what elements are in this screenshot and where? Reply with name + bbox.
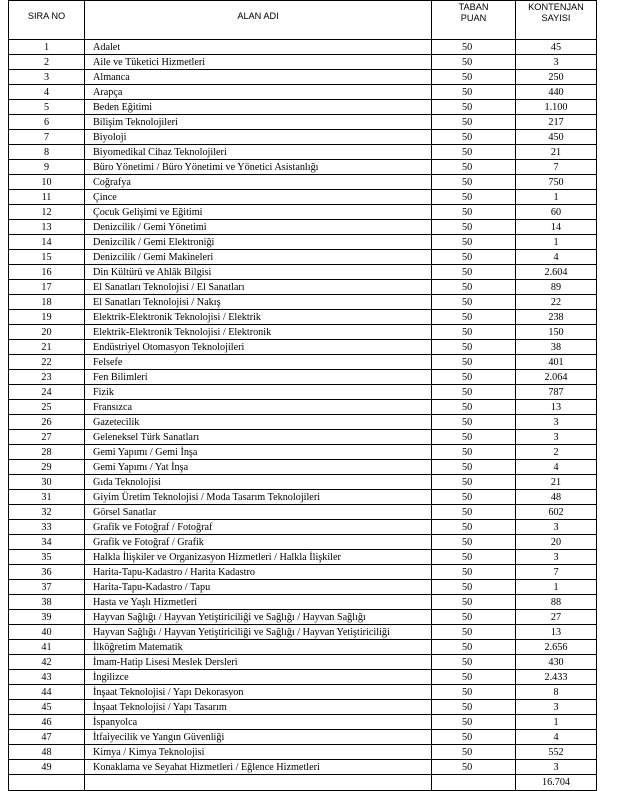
row-alan-adi: El Sanatları Teknolojisi / El Sanatları [85,280,432,295]
table-row [9,625,597,640]
row-kontenjan-sayisi: 450 [516,130,597,145]
row-kontenjan-sayisi: 60 [516,205,597,220]
row-sira-no: 23 [9,370,85,385]
row-alan-adi: Denizcilik / Gemi Elektroniği [85,235,432,250]
table-row [9,175,597,190]
row-taban-puan: 50 [432,715,516,730]
row-kontenjan-sayisi: 48 [516,490,597,505]
row-alan-adi: Grafik ve Fotoğraf / Grafik [85,535,432,550]
row-sira-no: 36 [9,565,85,580]
row-sira-no: 9 [9,160,85,175]
row-alan-adi: Gemi Yapımı / Yat İnşa [85,460,432,475]
row-sira-no: 39 [9,610,85,625]
row-taban-puan: 50 [432,130,516,145]
row-taban-puan: 50 [432,580,516,595]
row-taban-puan: 50 [432,490,516,505]
row-kontenjan-sayisi: 45 [516,40,597,55]
row-sira-no: 26 [9,415,85,430]
row-taban-puan: 50 [432,430,516,445]
table-row [9,745,597,760]
table-row [9,85,597,100]
row-kontenjan-sayisi: 22 [516,295,597,310]
row-sira-no: 22 [9,355,85,370]
row-sira-no: 5 [9,100,85,115]
row-alan-adi: Biyomedikal Cihaz Teknolojileri [85,145,432,160]
row-alan-adi: Geleneksel Türk Sanatları [85,430,432,445]
table-row [9,715,597,730]
row-kontenjan-sayisi: 21 [516,145,597,160]
row-alan-adi: Fransızca [85,400,432,415]
row-taban-puan: 50 [432,730,516,745]
row-sira-no: 34 [9,535,85,550]
row-taban-puan: 50 [432,565,516,580]
row-kontenjan-sayisi: 1 [516,715,597,730]
row-taban-puan: 50 [432,505,516,520]
row-sira-no: 27 [9,430,85,445]
table-row [9,295,597,310]
table-row [9,475,597,490]
header-taban-line1: TABAN [458,2,489,12]
row-taban-puan: 50 [432,310,516,325]
row-taban-puan: 50 [432,400,516,415]
row-sira-no: 48 [9,745,85,760]
row-taban-puan: 50 [432,295,516,310]
row-alan-adi: İngilizce [85,670,432,685]
row-alan-adi: Almanca [85,70,432,85]
row-sira-no: 16 [9,265,85,280]
row-kontenjan-sayisi: 3 [516,55,597,70]
table-row [9,100,597,115]
row-alan-adi: Harita-Tapu-Kadastro / Harita Kadastro [85,565,432,580]
row-kontenjan-sayisi: 3 [516,700,597,715]
row-taban-puan: 50 [432,190,516,205]
row-alan-adi: Adalet [85,40,432,55]
row-sira-no: 25 [9,400,85,415]
row-taban-puan: 50 [432,760,516,775]
row-sira-no: 18 [9,295,85,310]
row-taban-puan: 50 [432,445,516,460]
row-sira-no: 29 [9,460,85,475]
row-alan-adi: El Sanatları Teknolojisi / Nakış [85,295,432,310]
row-taban-puan: 50 [432,280,516,295]
row-taban-puan: 50 [432,100,516,115]
table-row [9,550,597,565]
row-kontenjan-sayisi: 238 [516,310,597,325]
table-row [9,490,597,505]
row-sira-no: 32 [9,505,85,520]
row-kontenjan-sayisi: 7 [516,565,597,580]
row-sira-no: 42 [9,655,85,670]
row-alan-adi: İmam-Hatip Lisesi Meslek Dersleri [85,655,432,670]
row-taban-puan: 50 [432,70,516,85]
row-kontenjan-sayisi: 88 [516,595,597,610]
row-taban-puan: 50 [432,265,516,280]
row-alan-adi: Hasta ve Yaşlı Hizmetleri [85,595,432,610]
row-taban-puan: 50 [432,415,516,430]
table-row [9,565,597,580]
row-sira-no: 35 [9,550,85,565]
row-sira-no: 20 [9,325,85,340]
row-sira-no: 40 [9,625,85,640]
row-sira-no: 10 [9,175,85,190]
row-alan-adi: İnşaat Teknolojisi / Yapı Tasarım [85,700,432,715]
row-alan-adi: Gemi Yapımı / Gemi İnşa [85,445,432,460]
table-row [9,760,597,775]
row-kontenjan-sayisi: 13 [516,400,597,415]
table-row [9,670,597,685]
row-alan-adi: Gıda Teknolojisi [85,475,432,490]
row-taban-puan: 50 [432,745,516,760]
row-taban-puan: 50 [432,40,516,55]
row-kontenjan-sayisi: 3 [516,760,597,775]
table-row [9,265,597,280]
row-alan-adi: Grafik ve Fotoğraf / Fotoğraf [85,520,432,535]
row-sira-no: 37 [9,580,85,595]
header-kontenjan-line2: SAYISI [541,13,571,23]
table-row [9,430,597,445]
row-alan-adi: Coğrafya [85,175,432,190]
table-row [9,595,597,610]
row-sira-no: 41 [9,640,85,655]
table-row [9,310,597,325]
row-sira-no: 19 [9,310,85,325]
row-kontenjan-sayisi: 7 [516,160,597,175]
table-row [9,520,597,535]
row-kontenjan-sayisi: 3 [516,430,597,445]
table-row [9,220,597,235]
row-sira-no: 7 [9,130,85,145]
header-taban-puan [432,1,516,40]
row-sira-no: 6 [9,115,85,130]
row-kontenjan-sayisi: 2.064 [516,370,597,385]
table-row [9,685,597,700]
row-kontenjan-sayisi: 2 [516,445,597,460]
row-taban-puan: 50 [432,685,516,700]
row-alan-adi: Fizik [85,385,432,400]
row-taban-puan: 50 [432,550,516,565]
row-kontenjan-sayisi: 1 [516,580,597,595]
table-row [9,250,597,265]
table-row [9,355,597,370]
table-row [9,610,597,625]
header-row [9,1,597,40]
row-sira-no: 28 [9,445,85,460]
row-kontenjan-sayisi: 27 [516,610,597,625]
total-empty-alan [85,775,432,791]
row-kontenjan-sayisi: 3 [516,550,597,565]
row-taban-puan: 50 [432,460,516,475]
row-taban-puan: 50 [432,145,516,160]
row-kontenjan-sayisi: 8 [516,685,597,700]
row-alan-adi: Aile ve Tüketici Hizmetleri [85,55,432,70]
row-taban-puan: 50 [432,640,516,655]
row-alan-adi: İspanyolca [85,715,432,730]
row-kontenjan-sayisi: 150 [516,325,597,340]
row-sira-no: 4 [9,85,85,100]
row-alan-adi: İtfaiyecilik ve Yangın Güvenliği [85,730,432,745]
table-row [9,415,597,430]
row-taban-puan: 50 [432,325,516,340]
row-alan-adi: Giyim Üretim Teknolojisi / Moda Tasarım Teknolojileri [85,490,432,505]
row-sira-no: 49 [9,760,85,775]
total-empty-sira [9,775,85,791]
row-kontenjan-sayisi: 3 [516,520,597,535]
table-row [9,55,597,70]
header-sira-no: SIRA NO [9,1,85,40]
table-row [9,700,597,715]
row-taban-puan: 50 [432,475,516,490]
row-taban-puan: 50 [432,670,516,685]
table-row [9,160,597,175]
table-row [9,580,597,595]
row-kontenjan-sayisi: 2.656 [516,640,597,655]
row-taban-puan: 50 [432,625,516,640]
row-sira-no: 30 [9,475,85,490]
header-kontenjan-line1: KONTENJAN [528,2,584,12]
row-sira-no: 43 [9,670,85,685]
row-taban-puan: 50 [432,175,516,190]
row-alan-adi: İlköğretim Matematik [85,640,432,655]
row-taban-puan: 50 [432,535,516,550]
table-row [9,535,597,550]
header-alan-adi: ALAN ADI [85,1,432,40]
table-row [9,460,597,475]
row-kontenjan-sayisi: 1 [516,235,597,250]
row-alan-adi: Kimya / Kimya Teknolojisi [85,745,432,760]
row-kontenjan-sayisi: 38 [516,340,597,355]
row-taban-puan: 50 [432,340,516,355]
row-sira-no: 24 [9,385,85,400]
quota-table [8,0,597,791]
row-taban-puan: 50 [432,250,516,265]
row-sira-no: 33 [9,520,85,535]
row-alan-adi: Fen Bilimleri [85,370,432,385]
row-kontenjan-sayisi: 14 [516,220,597,235]
row-kontenjan-sayisi: 787 [516,385,597,400]
row-sira-no: 1 [9,40,85,55]
row-sira-no: 45 [9,700,85,715]
table-row [9,370,597,385]
table-row [9,400,597,415]
row-kontenjan-sayisi: 13 [516,625,597,640]
table-row [9,130,597,145]
row-alan-adi: Gazetecilik [85,415,432,430]
row-kontenjan-sayisi: 89 [516,280,597,295]
table-body [9,40,597,775]
row-alan-adi: Felsefe [85,355,432,370]
row-taban-puan: 50 [432,700,516,715]
row-sira-no: 2 [9,55,85,70]
row-sira-no: 44 [9,685,85,700]
table-row [9,445,597,460]
row-taban-puan: 50 [432,370,516,385]
row-kontenjan-sayisi: 217 [516,115,597,130]
row-kontenjan-sayisi: 750 [516,175,597,190]
row-sira-no: 14 [9,235,85,250]
row-kontenjan-sayisi: 4 [516,250,597,265]
header-kontenjan-sayisi [516,1,597,40]
row-alan-adi: Arapça [85,85,432,100]
table-row [9,340,597,355]
table-row [9,730,597,745]
row-taban-puan: 50 [432,235,516,250]
table-row [9,70,597,85]
row-taban-puan: 50 [432,355,516,370]
row-alan-adi: Din Kültürü ve Ahlâk Bilgisi [85,265,432,280]
row-sira-no: 21 [9,340,85,355]
row-kontenjan-sayisi: 250 [516,70,597,85]
row-kontenjan-sayisi: 602 [516,505,597,520]
row-kontenjan-sayisi: 1 [516,190,597,205]
row-sira-no: 12 [9,205,85,220]
total-row [9,775,597,791]
row-alan-adi: Beden Eğitimi [85,100,432,115]
total-kontenjan: 16.704 [516,775,597,791]
table-row [9,325,597,340]
row-kontenjan-sayisi: 4 [516,730,597,745]
row-alan-adi: Halkla İlişkiler ve Organizasyon Hizmetleri / Halkla İlişkiler [85,550,432,565]
row-taban-puan: 50 [432,385,516,400]
row-alan-adi: Çince [85,190,432,205]
row-alan-adi: Görsel Sanatlar [85,505,432,520]
row-taban-puan: 50 [432,610,516,625]
row-sira-no: 46 [9,715,85,730]
table-row [9,235,597,250]
table-row [9,205,597,220]
row-taban-puan: 50 [432,55,516,70]
row-taban-puan: 50 [432,160,516,175]
row-sira-no: 38 [9,595,85,610]
table-row [9,655,597,670]
row-sira-no: 13 [9,220,85,235]
table-row [9,145,597,160]
table-row [9,280,597,295]
row-alan-adi: Elektrik-Elektronik Teknolojisi / Elektrik [85,310,432,325]
row-taban-puan: 50 [432,595,516,610]
row-sira-no: 11 [9,190,85,205]
row-taban-puan: 50 [432,115,516,130]
row-alan-adi: Büro Yönetimi / Büro Yönetimi ve Yönetici Asistanlığı [85,160,432,175]
row-sira-no: 8 [9,145,85,160]
row-sira-no: 17 [9,280,85,295]
row-kontenjan-sayisi: 4 [516,460,597,475]
row-kontenjan-sayisi: 3 [516,415,597,430]
row-sira-no: 3 [9,70,85,85]
row-alan-adi: Endüstriyel Otomasyon Teknolojileri [85,340,432,355]
row-sira-no: 15 [9,250,85,265]
row-kontenjan-sayisi: 401 [516,355,597,370]
row-sira-no: 31 [9,490,85,505]
row-alan-adi: Biyoloji [85,130,432,145]
table-row [9,190,597,205]
header-taban-line2: PUAN [460,13,487,23]
row-kontenjan-sayisi: 20 [516,535,597,550]
table-row [9,385,597,400]
row-alan-adi: Çocuk Gelişimi ve Eğitimi [85,205,432,220]
row-alan-adi: Denizcilik / Gemi Makineleri [85,250,432,265]
row-taban-puan: 50 [432,205,516,220]
row-alan-adi: Bilişim Teknolojileri [85,115,432,130]
row-taban-puan: 50 [432,220,516,235]
row-alan-adi: Hayvan Sağlığı / Hayvan Yetiştiriciliği ve Sağlığı / Hayvan Sağlığı [85,610,432,625]
row-kontenjan-sayisi: 21 [516,475,597,490]
table-row [9,505,597,520]
row-alan-adi: Elektrik-Elektronik Teknolojisi / Elektronik [85,325,432,340]
row-kontenjan-sayisi: 552 [516,745,597,760]
row-kontenjan-sayisi: 440 [516,85,597,100]
row-sira-no: 47 [9,730,85,745]
table-row [9,115,597,130]
row-kontenjan-sayisi: 1.100 [516,100,597,115]
row-taban-puan: 50 [432,655,516,670]
table-row [9,640,597,655]
row-alan-adi: İnşaat Teknolojisi / Yapı Dekorasyon [85,685,432,700]
row-taban-puan: 50 [432,520,516,535]
row-kontenjan-sayisi: 430 [516,655,597,670]
row-kontenjan-sayisi: 2.604 [516,265,597,280]
row-alan-adi: Harita-Tapu-Kadastro / Tapu [85,580,432,595]
row-alan-adi: Hayvan Sağlığı / Hayvan Yetiştiriciliği ve Sağlığı / Hayvan Yetiştiriciliği [85,625,432,640]
row-taban-puan: 50 [432,85,516,100]
row-alan-adi: Konaklama ve Seyahat Hizmetleri / Eğlence Hizmetleri [85,760,432,775]
row-kontenjan-sayisi: 2.433 [516,670,597,685]
total-empty-taban [432,775,516,791]
table-row [9,40,597,55]
row-alan-adi: Denizcilik / Gemi Yönetimi [85,220,432,235]
